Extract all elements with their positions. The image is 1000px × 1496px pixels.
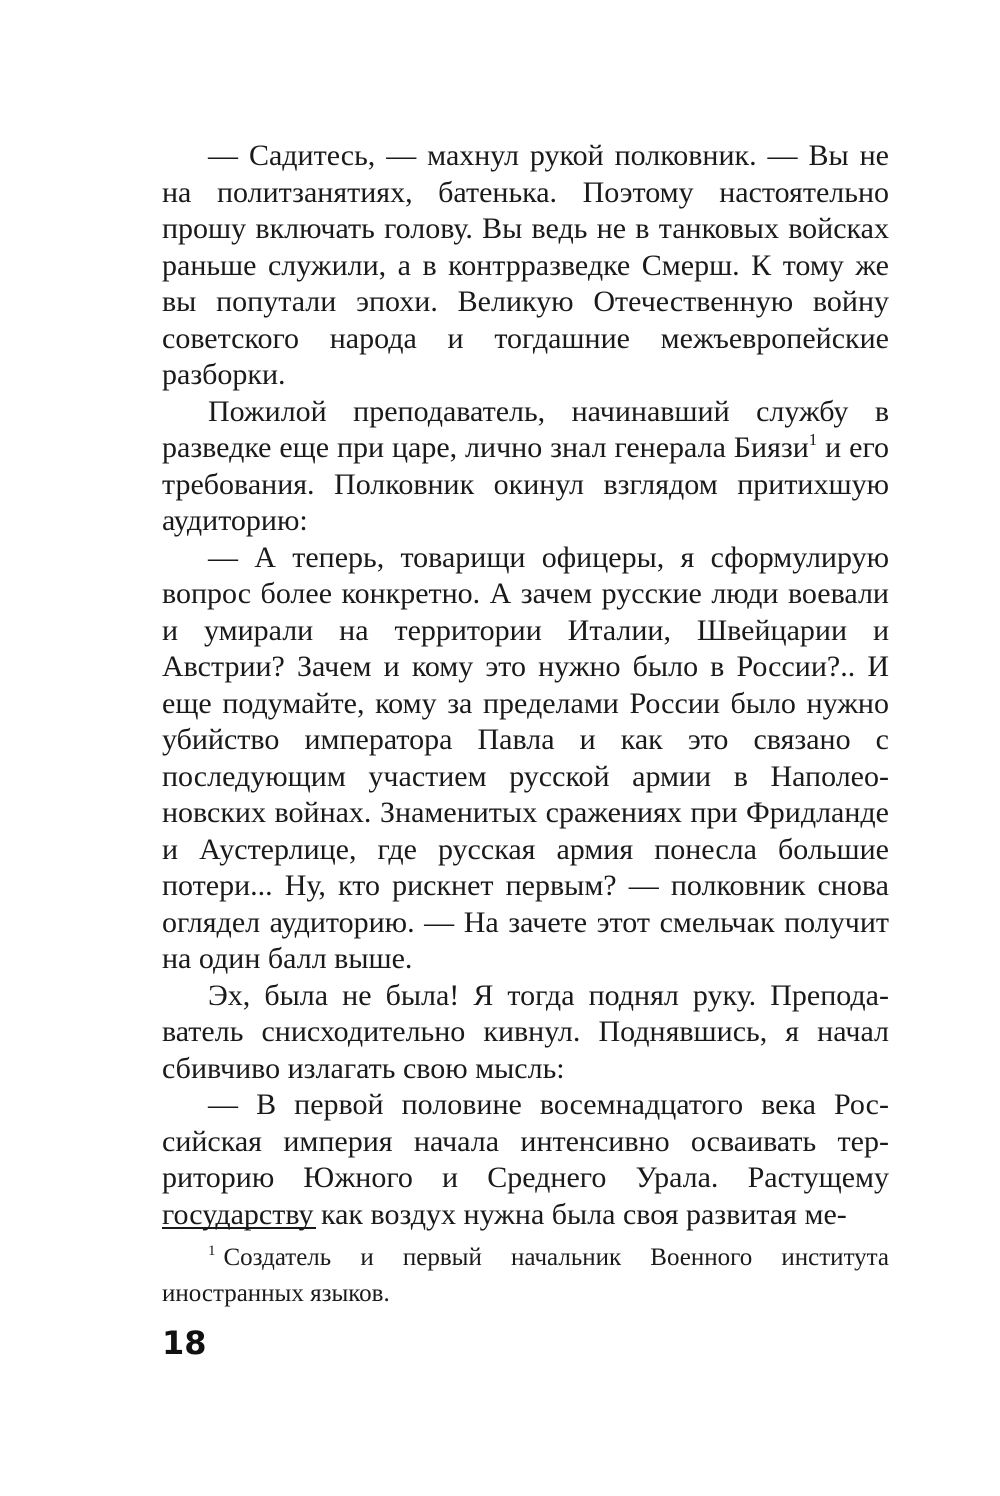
footnote-reference: 1 (808, 430, 818, 449)
footnote (162, 1240, 889, 1312)
paragraph-2 (162, 394, 889, 540)
footnote-divider (162, 1227, 316, 1229)
page-number: 18 (162, 1324, 207, 1362)
footnote-marker: 1 (208, 1243, 216, 1259)
paragraph-1: — Садитесь, — махнул рукой полковник. — Вы не на политзанятиях, батенька. Поэтому настоятельно прошу включать голову. Вы ведь не в танковых войсках раньше служили, а в контрразведке Смерш. К тому же вы попутали эпохи. Великую Отечественную войну советского народа и тогдашние межъевропейские разборки. (162, 139, 889, 391)
paragraph-4: Эх, была не была! Я тогда поднял руку. Преподаватель снисходительно кивнул. Поднявшись, я начал сбивчиво излагать свою мысль: (162, 978, 889, 1085)
paragraph-2-text-after-ref: и его требования. Полковник окинул взглядом притихшую аудиторию: (162, 431, 889, 537)
paragraph-2-text-before-ref: Пожилой преподаватель, начинавший службу в разведке еще при царе, лично знал генерала Биязи (162, 394, 889, 464)
paragraph-5: — В первой половине восемнадцатого века Российская империя начала интенсивно осваивать территорию Южного и Среднего Урала. Растущему государству как воздух нужна была своя развитая ме- (162, 1088, 889, 1231)
main-text (162, 138, 889, 1233)
footnote-text: Создатель и первый начальник Военного института иностранных языков. (162, 1244, 889, 1307)
paragraph-3: — А теперь, товарищи офицеры, я сформулирую вопрос более конкретно. А зачем русские люди воевали и умирали на территории Италии, Швейцарии и Австрии? Зачем и кому это нужно было в России?.. И еще подумайте, кому за пределами России было нужно убийство императора Павла и как это связано с последующим участием русской армии в Наполеоновских войнах. Знаменитых сражениях при Фридланде и Аустерлице, где русская армия понесла большие потери... Ну, кто рискнет первым? — полковник снова оглядел аудиторию. — На зачете этот смельчак получит на один балл выше. (162, 540, 889, 975)
